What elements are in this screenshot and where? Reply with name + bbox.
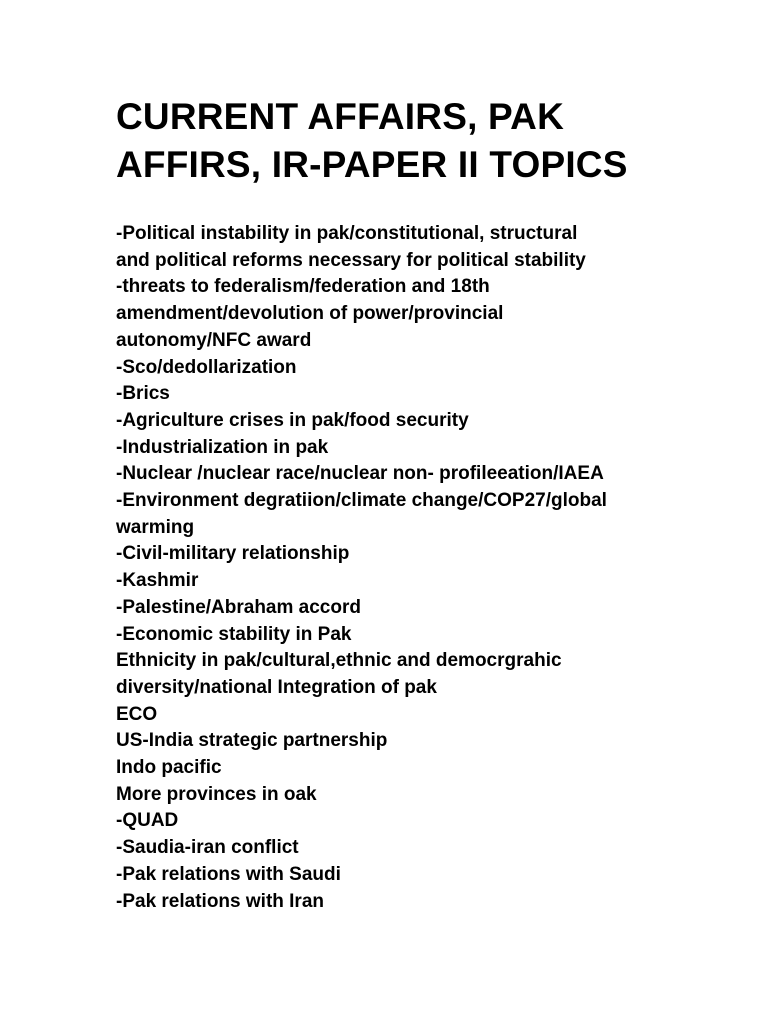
title-line-1: CURRENT AFFAIRS, PAK <box>116 96 564 137</box>
topic-line: autonomy/NFC award <box>116 329 312 351</box>
topic-line: -threats to federalism/federation and 18th <box>116 276 490 298</box>
topic-line: US-India strategic partnership <box>116 730 388 752</box>
topic-line: More provinces in oak <box>116 783 317 805</box>
topic-line: warming <box>116 516 195 538</box>
topic-line: and political reforms necessary for political stability <box>116 249 586 271</box>
topic-line: amendment/devolution of power/provincial <box>116 303 504 325</box>
topic-line: -Kashmir <box>116 570 199 592</box>
topic-line: -Sco/dedollarization <box>116 356 297 378</box>
topic-line: -Pak relations with Iran <box>116 890 324 912</box>
topics-list <box>116 221 716 915</box>
topic-line: -Industrialization in pak <box>116 436 329 458</box>
topic-line: ECO <box>116 703 158 725</box>
topic-line: -Pak relations with Saudi <box>116 863 341 885</box>
topic-line: -Palestine/Abraham accord <box>116 596 361 618</box>
topic-line: -Brics <box>116 383 170 405</box>
topic-line: -Agriculture crises in pak/food security <box>116 409 469 431</box>
topic-line: -Environment degratiion/climate change/COP27/global <box>116 490 607 512</box>
topic-line: -QUAD <box>116 810 179 832</box>
topic-line: -Saudia-iran conflict <box>116 837 299 859</box>
page-title <box>116 93 716 189</box>
topic-line: -Nuclear /nuclear race/nuclear non- profileeation/IAEA <box>116 463 604 485</box>
topic-line: -Political instability in pak/constitutional, structural <box>116 223 578 244</box>
topic-line: Ethnicity in pak/cultural,ethnic and democrgrahic <box>116 650 562 672</box>
topic-line: diversity/national Integration of pak <box>116 676 437 698</box>
topic-line: -Civil-military relationship <box>116 543 350 565</box>
topic-line: -Economic stability in Pak <box>116 623 352 645</box>
topic-line: Indo pacific <box>116 757 222 779</box>
title-line-2: AFFIRS, IR-PAPER II TOPICS <box>116 144 628 185</box>
